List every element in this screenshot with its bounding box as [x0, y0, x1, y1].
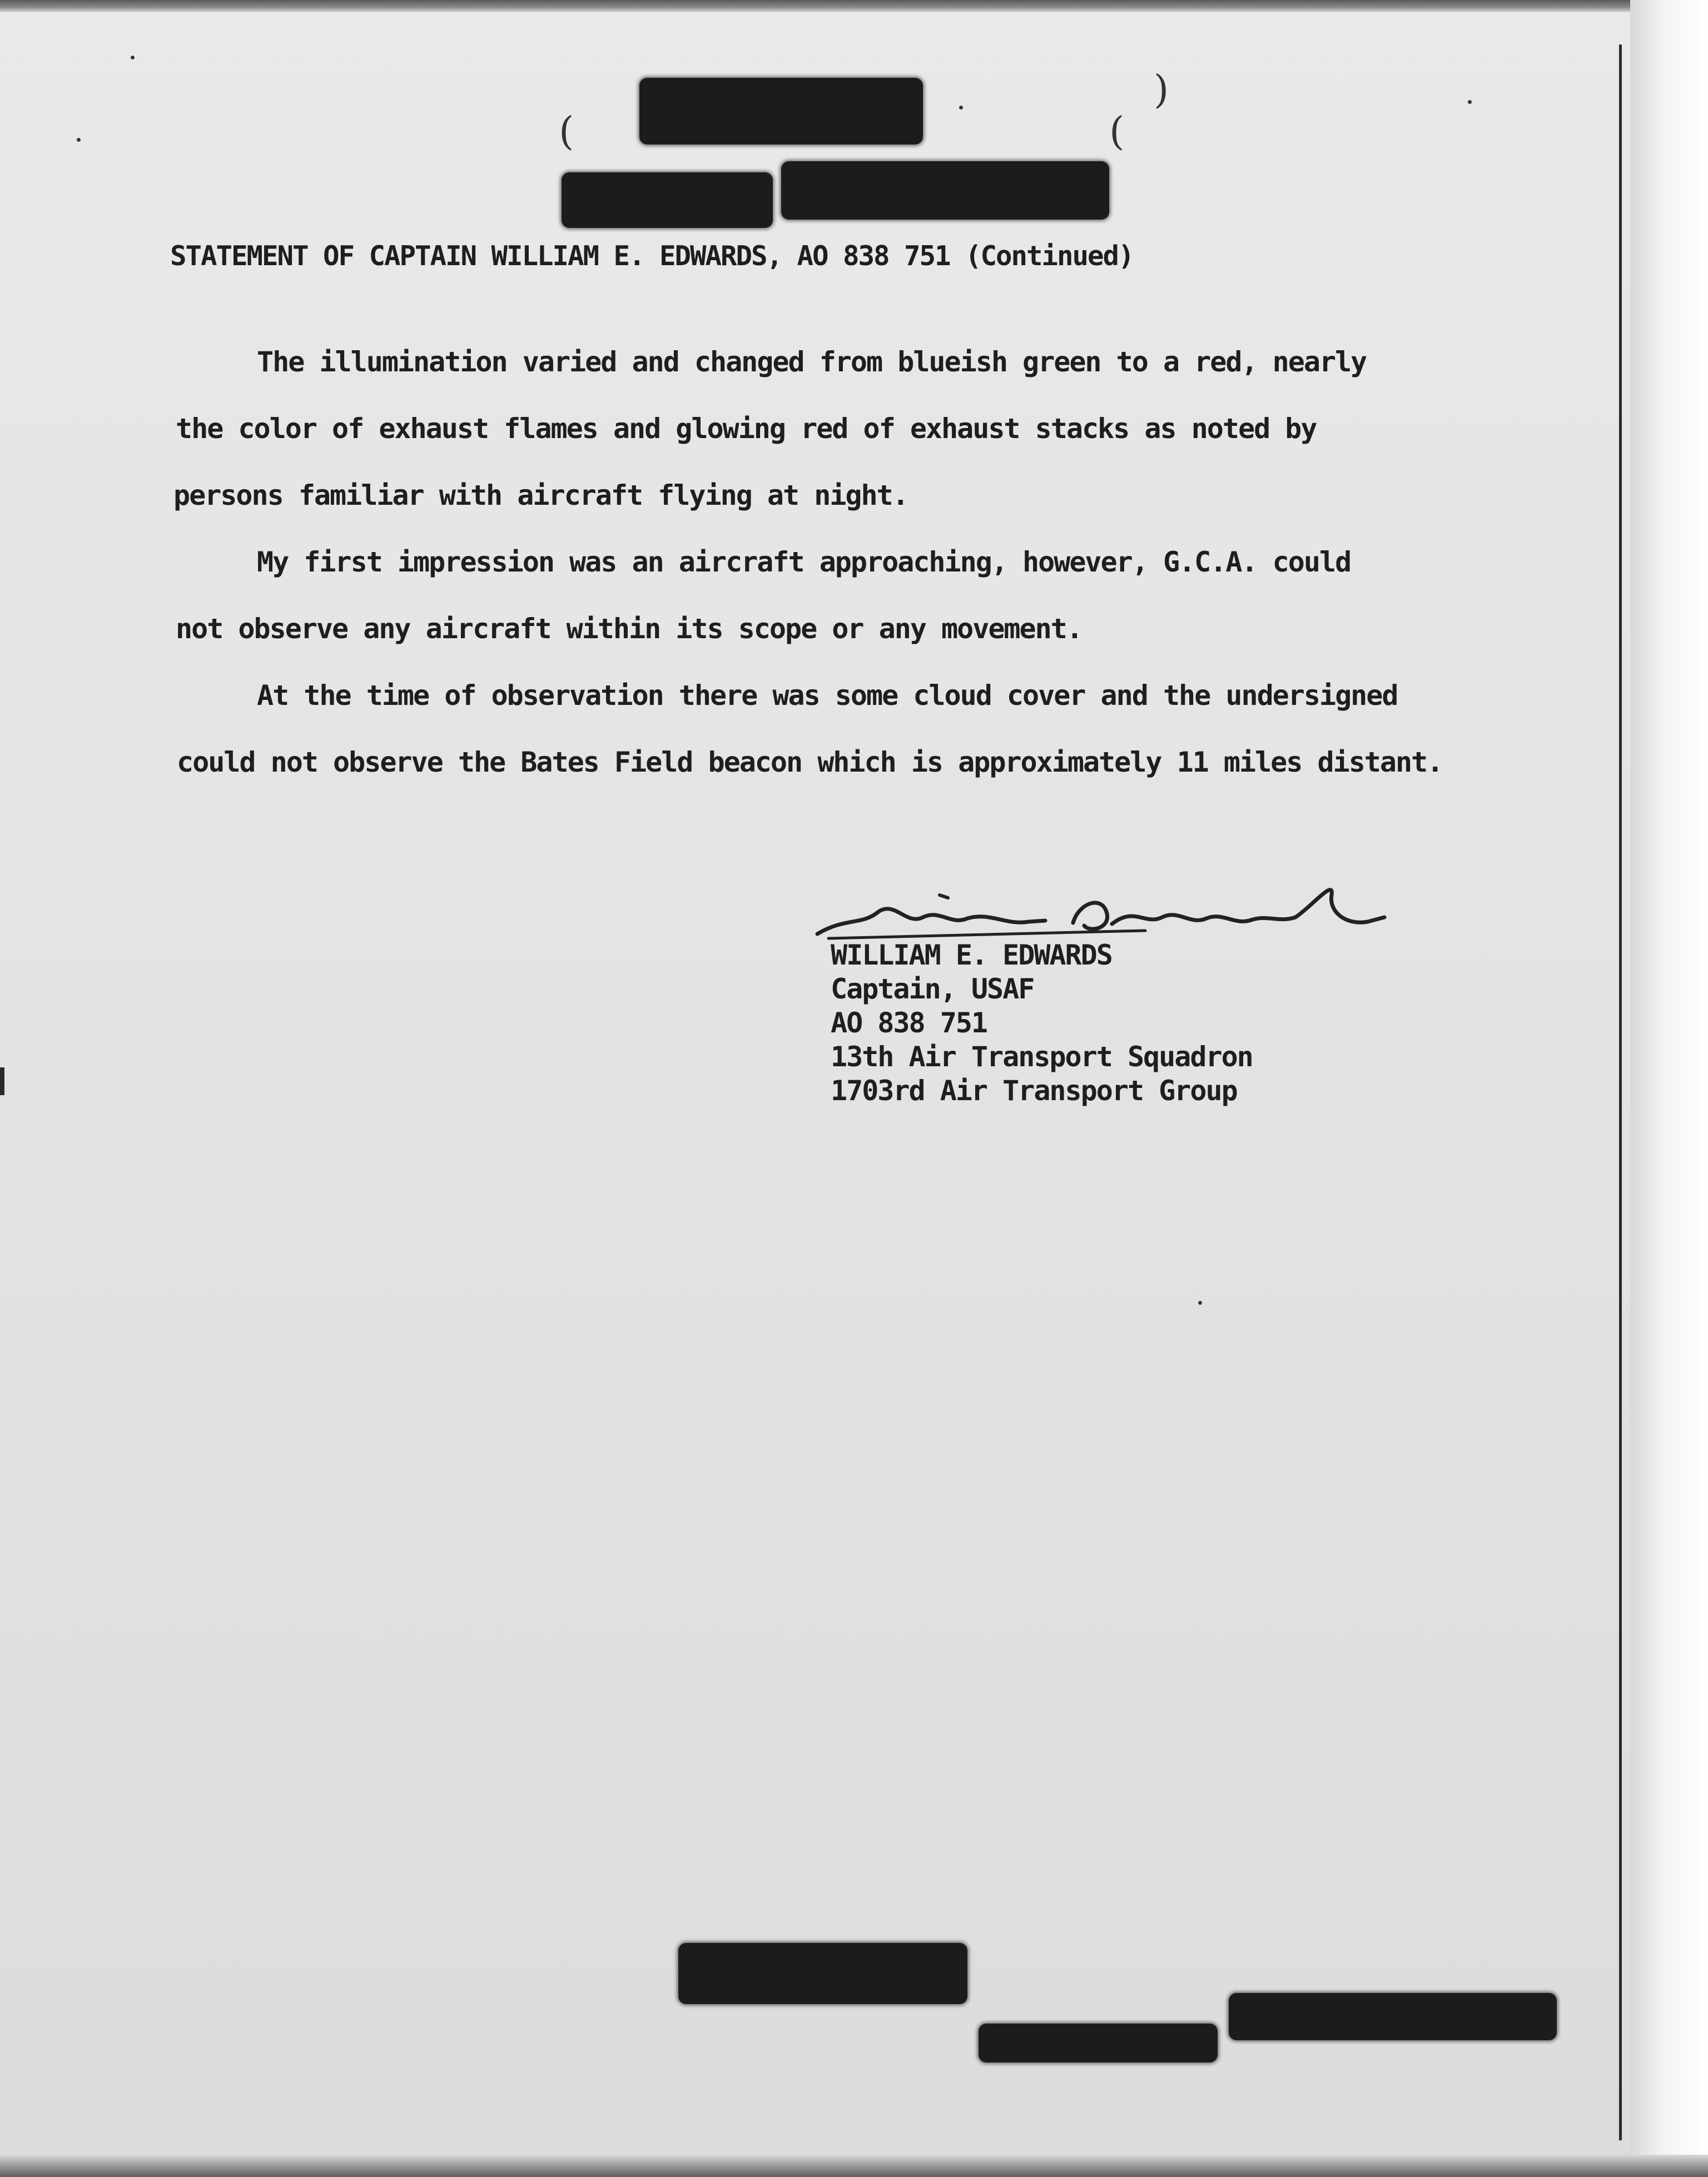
redaction-bar — [781, 161, 1109, 220]
scan-speck — [1468, 100, 1472, 104]
body-line: My first impression was an aircraft approaching, however, G.C.A. could — [257, 546, 1351, 578]
signer-name: WILLIAM E. EDWARDS — [831, 939, 1112, 971]
redaction-bar — [979, 2024, 1218, 2062]
body-line: The illumination varied and changed from blueish green to a red, nearly — [257, 346, 1367, 378]
scan-speck — [77, 138, 81, 142]
scan-edge-top — [0, 0, 1708, 12]
body-line: could not observe the Bates Field beacon which is approximately 11 miles distant. — [177, 746, 1443, 778]
stray-mark: ( — [559, 108, 574, 154]
body-line: not observe any aircraft within its scope or any movement. — [176, 613, 1082, 645]
scan-speck — [1198, 1301, 1202, 1305]
signer-rank: Captain, USAF — [831, 973, 1034, 1005]
stray-mark: ( — [1109, 108, 1125, 154]
signer-squadron: 13th Air Transport Squadron — [831, 1041, 1253, 1073]
body-line: the color of exhaust flames and glowing red of exhaust stacks as noted by — [176, 412, 1317, 445]
handwritten-signature — [812, 873, 1390, 945]
scan-speck — [959, 106, 963, 110]
signer-group: 1703rd Air Transport Group — [831, 1075, 1237, 1107]
scan-edge-right — [1630, 0, 1708, 2177]
scan-mark-left — [0, 1067, 4, 1095]
body-line: persons familiar with aircraft flying at night. — [173, 479, 908, 511]
signer-service-number: AO 838 751 — [831, 1007, 987, 1039]
redaction-bar — [678, 1943, 967, 2004]
scan-speck — [131, 56, 135, 59]
redaction-bar — [562, 172, 773, 228]
scan-edge-bottom — [0, 2155, 1708, 2177]
redaction-bar — [1229, 1993, 1557, 2040]
body-line: At the time of observation there was some cloud cover and the undersigned — [257, 679, 1398, 712]
signature-block — [831, 938, 1253, 1108]
page-border-line — [1619, 44, 1622, 2140]
stray-mark: ) — [1154, 67, 1169, 112]
redaction-bar — [639, 78, 923, 145]
statement-heading: STATEMENT OF CAPTAIN WILLIAM E. EDWARDS, AO 838 751 (Continued) — [170, 240, 1134, 272]
